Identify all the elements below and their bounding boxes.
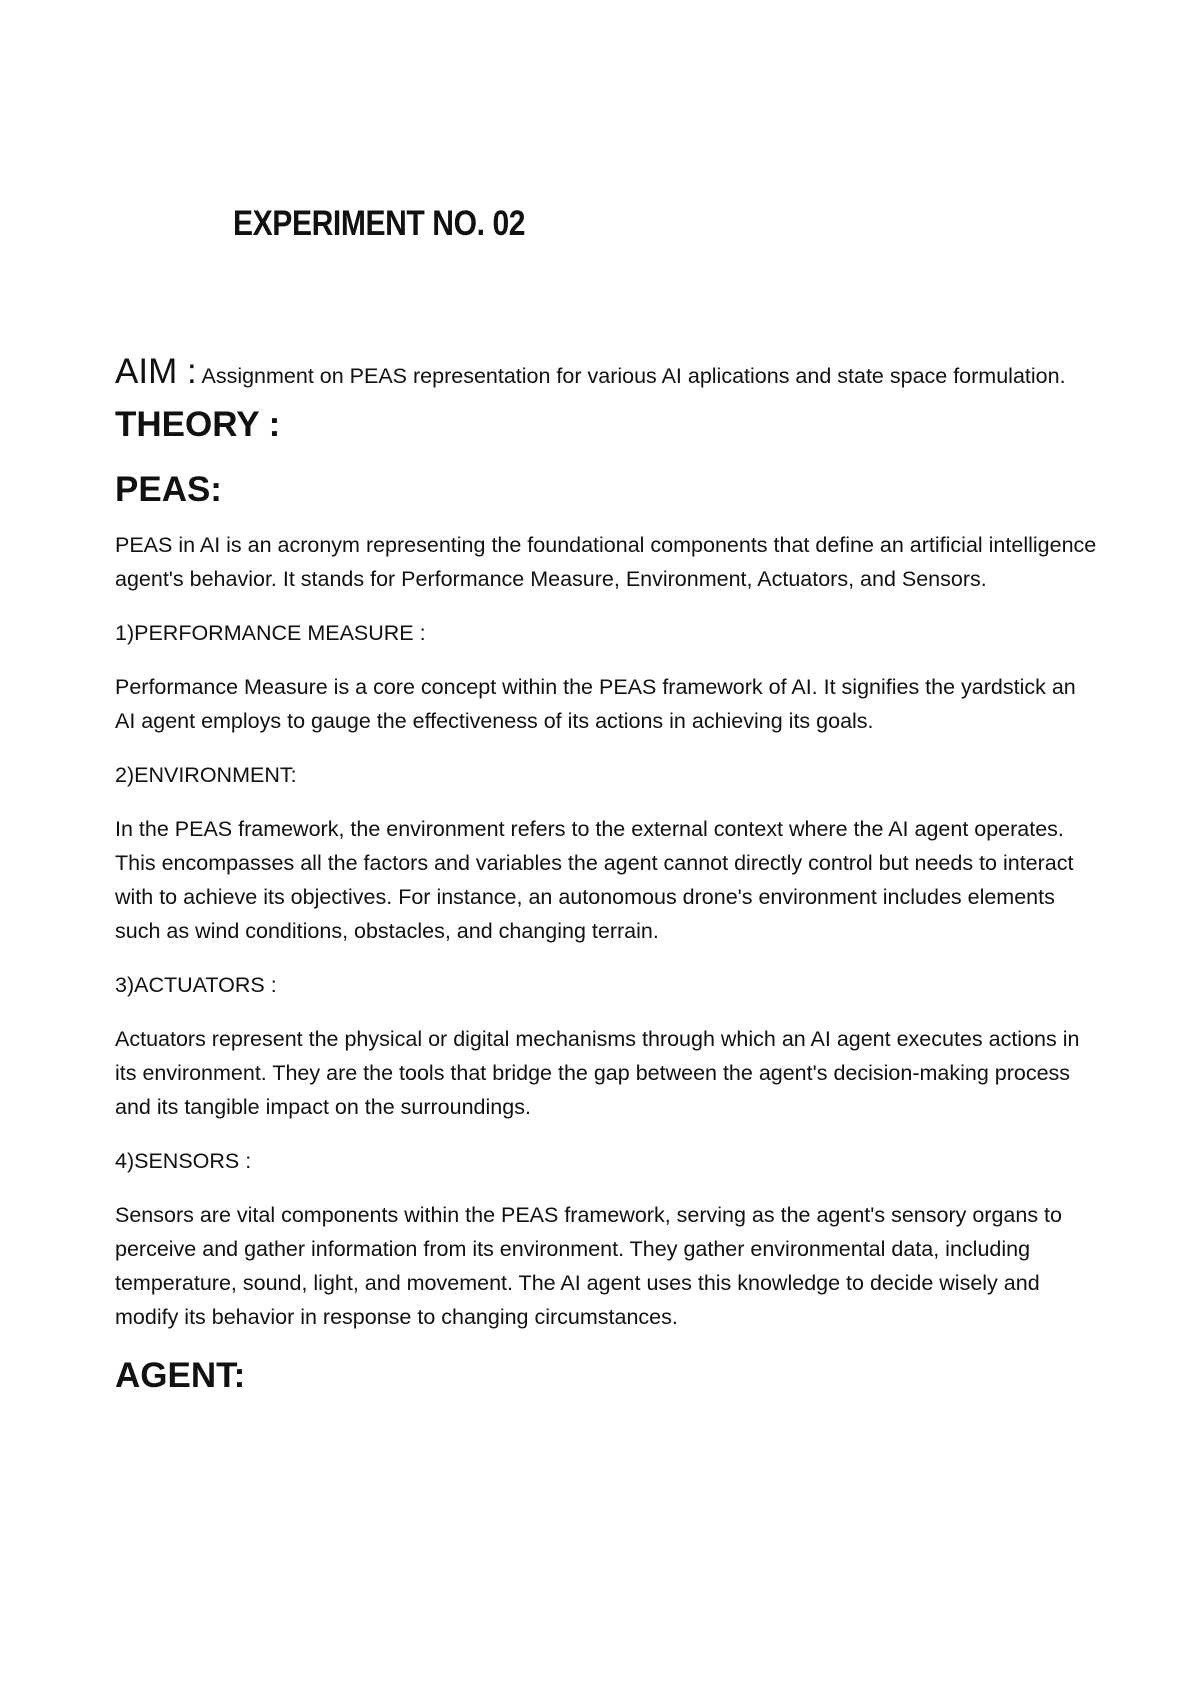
aim-paragraph bbox=[115, 352, 1100, 393]
page-title: EXPERIMENT NO. 02 bbox=[233, 204, 526, 243]
section-heading-performance: 1)PERFORMANCE MEASURE : bbox=[115, 621, 426, 645]
theory-heading: THEORY : bbox=[115, 405, 281, 444]
peas-heading: PEAS: bbox=[115, 470, 222, 509]
section-heading-actuators: 3)ACTUATORS : bbox=[115, 973, 277, 997]
document-content bbox=[115, 352, 1100, 1396]
aim-label: AIM : bbox=[115, 352, 197, 391]
section-text-performance: Performance Measure is a core concept within the PEAS framework of AI. It signifies the yardstick an AI agent employs to gauge the effectiveness of its actions in achieving its goals. bbox=[115, 675, 1076, 733]
peas-intro-paragraph: PEAS in AI is an acronym representing the foundational components that define an artificial intelligence agent's behavior. It stands for Performance Measure, Environment, Actuators, and Sensors. bbox=[115, 533, 1097, 591]
section-heading-environment: 2)ENVIRONMENT: bbox=[115, 763, 297, 787]
section-text-sensors: Sensors are vital components within the PEAS framework, serving as the agent's sensory organs to perceive and gather information from its environment. They gather environmental data, including temperature, sound, light, and movement. The AI agent uses this knowledge to decide wisely and modify its behavior in response to changing circumstances. bbox=[115, 1203, 1062, 1329]
agent-heading: AGENT: bbox=[115, 1356, 246, 1395]
section-text-actuators: Actuators represent the physical or digital mechanisms through which an AI agent executes actions in its environment. They are the tools that bridge the gap between the agent's decision-making process and its tangible impact on the surroundings. bbox=[115, 1027, 1080, 1119]
section-text-environment: In the PEAS framework, the environment refers to the external context where the AI agent operates. This encompasses all the factors and variables the agent cannot directly control but needs to interact with to achieve its objectives. For instance, an autonomous drone's environment includes elements such as wind conditions, obstacles, and changing terrain. bbox=[115, 817, 1074, 943]
section-heading-sensors: 4)SENSORS : bbox=[115, 1149, 252, 1173]
aim-text: Assignment on PEAS representation for various AI aplications and state space formulation. bbox=[196, 364, 1066, 388]
